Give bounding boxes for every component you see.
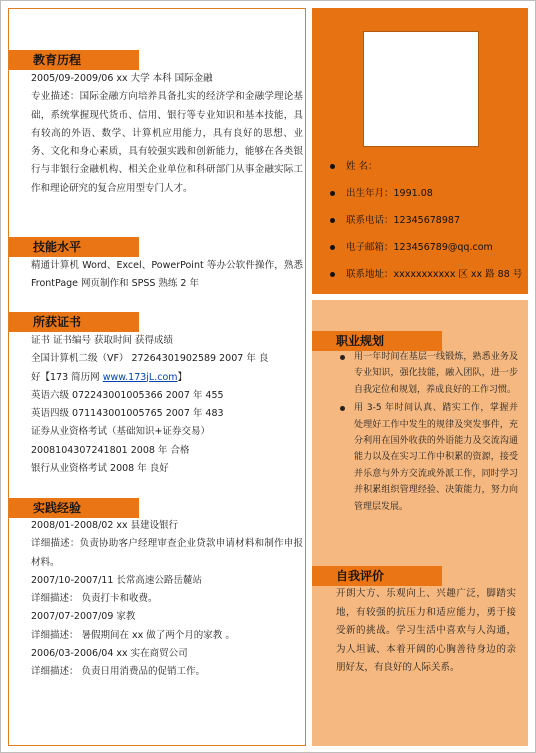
info-name: 姓 名：	[328, 153, 524, 180]
experience-heading: 实践经验	[9, 498, 139, 518]
info-birth: 出生年月：1991.08	[328, 180, 524, 207]
cert-line: 证券从业资格考试（基础知识+证券交易）	[31, 426, 210, 438]
cert-line: 证书 证书编号 获取时间 获得成绩	[31, 335, 174, 346]
skills-text: 精通计算机 Word、Excel、PowerPoint 等办公软件操作，熟悉 FrontPage 网页制作和 SPSS 熟练 2 年	[31, 260, 303, 290]
exp-line: 详细描述： 负责打卡和收费。	[31, 593, 158, 605]
exp-line: 详细描述： 负责日用消费品的促销工作。	[31, 666, 206, 678]
education-section	[31, 70, 303, 198]
career-item: 用一年时间在基层一线锻炼，熟悉业务及专业知识，强化技能，融入团队，进一步自我定位和规划，养成良好的工作习惯。	[338, 349, 518, 398]
certificates-heading: 所获证书	[9, 312, 139, 332]
exp-line: 2007/10-2007/11 长常高速公路岳麓站	[31, 574, 202, 586]
education-description: 专业描述：国际金融方向培养具备扎实的经济学和金融学理论基础，系统掌握现代货币、信用、银行等专业知识和基本技能，具有较高的外语、数学、计算机应用能力，具有良好的思想、业务、文化和身心素质，具有较强实践和创新能力，能够在各类银行与非银行金融机构、相关企业单位和科研部门从事金融实际工作和理论研究的复合应用型专门人才。	[31, 91, 303, 194]
exp-line: 2008/01-2008/02 xx 县建设银行	[31, 520, 179, 531]
cert-line: 英语四级 071143001005765 2007 年 483	[31, 408, 224, 420]
brand-line	[31, 369, 303, 387]
skills-section	[31, 257, 303, 294]
exp-line: 2007/07-2007/09 家教	[31, 611, 136, 623]
cert-line: 全国计算机二级（VF） 27264301902589 2007 年 良	[31, 353, 269, 365]
exp-line: 2006/03-2006/04 xx 实在商贸公司	[31, 648, 188, 660]
certificates-section	[31, 332, 303, 478]
career-item: 用 3-5 年时间认真、踏实工作，掌握并处理好工作中发生的规律及突发事件，充分利用在国外收获的外语能力及交流沟通能力以及在实习工作中积累的资源，接受并乐意与外方交流或外派工作，同时学习并积累组织管理经验、决策能力，努力向管理层发展。	[338, 400, 518, 515]
education-line: 2005/09-2009/06 xx 大学 本科 国际金融	[31, 73, 213, 84]
info-email: 电子邮箱：123456789@qq.com	[328, 234, 524, 261]
brand-suffix: 】	[177, 371, 188, 383]
exp-line: 详细描述： 暑假期间在 xx 做了两个月的家教 。	[31, 629, 235, 641]
cert-line: 银行从业资格考试 2008 年 良好	[31, 463, 169, 475]
self-eval-heading: 自我评价	[312, 566, 442, 586]
right-lower-panel	[312, 300, 528, 746]
cert-line: 英语六级 072243001005366 2007 年 455	[31, 389, 224, 401]
career-list	[338, 349, 518, 517]
brand-link[interactable]: www.173jL.com	[102, 371, 178, 383]
career-heading: 职业规划	[312, 331, 442, 351]
cert-line: 2008104307241801 2008 年 合格	[31, 444, 190, 456]
personal-info-panel	[312, 8, 528, 294]
experience-section	[31, 517, 303, 682]
exp-line: 详细描述：负责协助客户经理审查企业贷款申请材料和制作申报材料。	[31, 538, 303, 568]
education-heading: 教育历程	[9, 50, 139, 70]
info-phone: 联系电话：12345678987	[328, 207, 524, 234]
brand-prefix: 好【173 简历网	[31, 371, 103, 383]
self-eval-text: 开朗大方、乐观向上、兴趣广泛，脚踏实地，有较强的抗压力和适应能力，勇于接受新的挑战。学习生活中喜欢与人沟通，为人坦诚、本着开阔的心胸善待身边的亲朋好友，有良好的人际关系。	[336, 588, 516, 673]
skills-heading: 技能水平	[9, 237, 139, 257]
info-address: 联系地址：xxxxxxxxxxx 区 xx 路 88 号	[328, 261, 524, 288]
left-column	[8, 8, 306, 746]
personal-info-list	[328, 153, 524, 288]
photo-placeholder	[363, 31, 479, 147]
